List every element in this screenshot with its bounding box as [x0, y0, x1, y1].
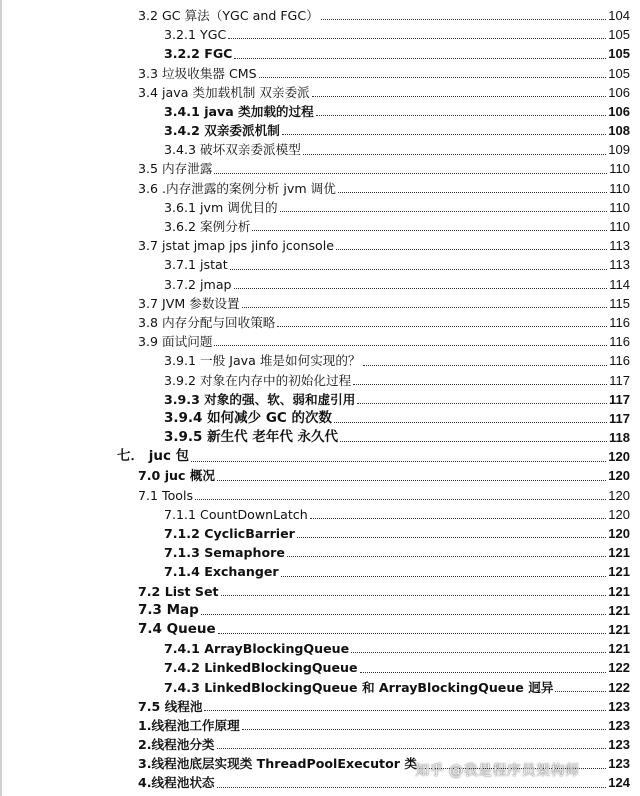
- toc-entry[interactable]: [0, 6, 640, 25]
- toc-entry[interactable]: [0, 255, 640, 274]
- toc-dot-leader: [234, 58, 606, 59]
- toc-entry-title: 3.9.3 对象的强、软、弱和虚引用: [164, 391, 356, 407]
- toc-dot-leader: [303, 154, 606, 155]
- toc-entry[interactable]: [0, 505, 640, 524]
- toc-entry-title: 7.1.4 Exchanger: [164, 564, 279, 580]
- toc-entry-page: 110: [609, 199, 630, 215]
- toc-entry[interactable]: [0, 44, 640, 63]
- toc-entry-title: 7.4.3 LinkedBlockingQueue 和 ArrayBlockingQueue 迥异: [164, 679, 554, 695]
- toc-entry[interactable]: [0, 25, 640, 44]
- toc-dot-leader: [316, 115, 607, 116]
- toc-dot-leader: [310, 518, 607, 519]
- toc-entry-page: 120: [608, 506, 630, 522]
- toc-entry-title: 7.4.1 ArrayBlockingQueue: [164, 641, 350, 657]
- toc-entry-title: 3.7.1 jstat: [164, 257, 228, 273]
- toc-entry-title: 3.9.2 对象在内存中的初始化过程: [164, 372, 352, 388]
- toc-entry[interactable]: [0, 524, 640, 543]
- toc-entry[interactable]: [0, 236, 640, 255]
- toc-entry-page: 120: [608, 449, 630, 465]
- toc-dot-leader: [201, 614, 606, 615]
- toc-dot-leader: [217, 748, 607, 749]
- toc-dot-leader: [353, 384, 607, 385]
- toc-dot-leader: [191, 461, 606, 462]
- toc-entry-page: 120: [608, 487, 630, 503]
- toc-entry-title: 3.9.4 如何减少 GC 的次数: [164, 409, 333, 426]
- toc-dot-leader: [252, 230, 607, 231]
- toc-entry[interactable]: [0, 102, 640, 121]
- toc-entry-page: 106: [608, 103, 630, 119]
- toc-entry-page: 120: [608, 526, 630, 542]
- toc-entry-page: 115: [609, 295, 630, 311]
- toc-entry-title: 2.线程池分类: [138, 737, 215, 753]
- toc-entry[interactable]: [0, 735, 640, 754]
- toc-entry-title: 七． juc 包: [117, 448, 190, 465]
- toc-entry-page: 116: [609, 314, 630, 330]
- toc-entry[interactable]: [0, 390, 640, 409]
- toc-entry-title: 3.2.2 FGC: [164, 46, 233, 62]
- toc-entry-page: 118: [609, 430, 630, 446]
- toc-entry[interactable]: [0, 543, 640, 562]
- toc-dot-leader: [357, 403, 607, 404]
- toc-entry[interactable]: [0, 198, 640, 217]
- toc-dot-leader: [217, 787, 607, 788]
- toc-dot-leader: [321, 19, 607, 20]
- toc-entry-page: 113: [609, 238, 630, 254]
- toc-entry-page: 109: [608, 142, 630, 158]
- toc-entry-page: 117: [609, 372, 630, 388]
- toc-entry[interactable]: [0, 371, 640, 390]
- toc-entry-title: 3.9.1 一般 Java 堆是如何实现的？: [164, 353, 361, 369]
- toc-dot-leader: [360, 672, 607, 673]
- toc-entry[interactable]: [0, 140, 640, 159]
- toc-entry[interactable]: [0, 467, 640, 486]
- toc-entry-title: 7.4 Queue: [138, 620, 216, 637]
- toc-dot-leader: [230, 269, 608, 270]
- toc-entry-title: 3.7 JVM 参数设置: [138, 295, 240, 311]
- toc-entry-title: 3.7.2 jmap: [164, 276, 232, 292]
- toc-entry-title: 7.1.2 CyclicBarrier: [164, 526, 295, 542]
- toc-entry[interactable]: [0, 447, 640, 466]
- toc-entry[interactable]: [0, 486, 640, 505]
- toc-dot-leader: [287, 556, 606, 557]
- toc-entry-page: 121: [608, 545, 630, 561]
- toc-dot-leader: [234, 288, 608, 289]
- toc-entry-title: 1.线程池工作原理: [138, 717, 240, 733]
- toc-dot-leader: [351, 652, 606, 653]
- toc-entry-page: 114: [609, 276, 630, 292]
- toc-entry[interactable]: [0, 83, 640, 102]
- toc-entry-page: 105: [608, 65, 630, 81]
- toc-entry-page: 110: [609, 219, 630, 235]
- toc-dot-leader: [363, 365, 608, 366]
- toc-entry-page: 106: [608, 84, 630, 100]
- toc-dot-leader: [280, 211, 608, 212]
- toc-entry[interactable]: [0, 332, 640, 351]
- toc-dot-leader: [242, 307, 608, 308]
- toc-entry-title: 3.4.2 双亲委派机制: [164, 123, 280, 139]
- toc-entry[interactable]: [0, 64, 640, 83]
- toc-entry-page: 117: [609, 391, 630, 407]
- toc-entry-title: 7.1.1 CountDownLatch: [164, 506, 308, 522]
- toc-entry-page: 116: [609, 353, 630, 369]
- toc-entry-page: 121: [608, 641, 630, 657]
- toc-dot-leader: [340, 441, 607, 442]
- toc-entry[interactable]: [0, 409, 640, 428]
- toc-entry[interactable]: [0, 121, 640, 140]
- toc-entry-page: 122: [608, 679, 630, 695]
- toc-entry-title: 3.2.1 YGC: [164, 27, 227, 43]
- toc-entry[interactable]: [0, 658, 640, 677]
- toc-entry-title: 3.8 内存分配与回收策略: [138, 314, 276, 330]
- table-of-contents: [0, 6, 640, 793]
- toc-entry-title: 3.6.2 案例分析: [164, 219, 251, 235]
- toc-entry[interactable]: [0, 582, 640, 601]
- toc-entry-page: 104: [608, 7, 630, 23]
- toc-entry[interactable]: [0, 428, 640, 447]
- toc-entry-title: 7.1 Tools: [138, 487, 194, 503]
- toc-entry-title: 7.0 juc 概况: [138, 468, 216, 484]
- toc-dot-leader: [555, 691, 606, 692]
- toc-entry-page: 110: [609, 180, 630, 196]
- toc-entry-page: 123: [608, 698, 630, 714]
- toc-entry[interactable]: [0, 351, 640, 370]
- toc-entry-title: 3.3 垃圾收集器 CMS: [138, 65, 257, 81]
- toc-entry-page: 105: [608, 46, 630, 62]
- toc-entry-page: 110: [609, 161, 630, 177]
- toc-dot-leader: [218, 633, 607, 634]
- toc-entry-page: 124: [608, 775, 630, 791]
- toc-dot-leader: [221, 595, 607, 596]
- toc-entry-page: 121: [608, 564, 630, 580]
- toc-entry-page: 113: [609, 257, 630, 273]
- toc-entry-page: 105: [608, 27, 630, 43]
- toc-entry[interactable]: [0, 275, 640, 294]
- toc-entry-title: 3.4.3 破坏双亲委派模型: [164, 142, 301, 158]
- toc-dot-leader: [338, 192, 607, 193]
- toc-entry-page: 117: [609, 410, 630, 426]
- watermark: 知乎 @我是程序员架构师: [415, 763, 580, 779]
- toc-entry[interactable]: [0, 313, 640, 332]
- toc-entry-title: 3.4.1 java 类加载的过程: [164, 103, 314, 119]
- toc-entry-page: 120: [608, 468, 630, 484]
- toc-entry-title: 7.1.3 Semaphore: [164, 545, 285, 561]
- toc-entry-title: 3.5 内存泄露: [138, 161, 213, 177]
- toc-entry[interactable]: [0, 562, 640, 581]
- toc-entry[interactable]: [0, 179, 640, 198]
- toc-dot-leader: [195, 499, 606, 500]
- toc-entry-title: 3.7 jstat jmap jps jinfo jconsole: [138, 238, 334, 254]
- toc-dot-leader: [259, 77, 607, 78]
- toc-dot-leader: [214, 345, 607, 346]
- toc-entry-title: 7.3 Map: [138, 601, 199, 618]
- toc-entry[interactable]: [0, 620, 640, 639]
- toc-dot-leader: [217, 480, 606, 481]
- toc-entry-title: 3.2 GC 算法（YGC and FGC）: [138, 7, 319, 23]
- toc-dot-leader: [312, 96, 607, 97]
- toc-entry-page: 123: [608, 717, 630, 733]
- toc-entry-title: 3.4 java 类加载机制 双亲委派: [138, 84, 310, 100]
- toc-entry-page: 121: [608, 621, 630, 637]
- toc-entry-title: 7.2 List Set: [138, 583, 219, 599]
- toc-entry[interactable]: [0, 217, 640, 236]
- toc-entry[interactable]: [0, 697, 640, 716]
- toc-entry-title: 3.9 面试问题: [138, 334, 213, 350]
- toc-entry-title: 7.4.2 LinkedBlockingQueue: [164, 660, 358, 676]
- toc-entry-page: 123: [608, 737, 630, 753]
- toc-dot-leader: [282, 134, 606, 135]
- toc-dot-leader: [297, 537, 606, 538]
- toc-entry-page: 116: [609, 334, 630, 350]
- toc-entry[interactable]: [0, 678, 640, 697]
- toc-dot-leader: [277, 326, 607, 327]
- toc-entry-page: 121: [608, 583, 630, 599]
- toc-entry-page: 121: [608, 602, 630, 618]
- toc-entry[interactable]: [0, 639, 640, 658]
- toc-entry-title: 3.9.5 新生代 老年代 永久代: [164, 429, 339, 446]
- toc-entry[interactable]: [0, 601, 640, 620]
- toc-dot-leader: [228, 38, 606, 39]
- toc-entry-page: 123: [608, 756, 630, 772]
- toc-entry-title: 3.线程池底层实现类 ThreadPoolExecutor 类: [138, 756, 417, 772]
- toc-dot-leader: [336, 249, 607, 250]
- toc-dot-leader: [204, 710, 606, 711]
- toc-entry[interactable]: [0, 294, 640, 313]
- toc-dot-leader: [242, 729, 607, 730]
- toc-dot-leader: [214, 173, 607, 174]
- toc-entry[interactable]: [0, 160, 640, 179]
- toc-entry[interactable]: [0, 716, 640, 735]
- toc-entry-page: 122: [608, 660, 630, 676]
- toc-entry-page: 108: [608, 123, 630, 139]
- toc-dot-leader: [334, 422, 607, 423]
- toc-entry-title: 7.5 线程池: [138, 698, 203, 714]
- toc-entry-title: 3.6 .内存泄露的案例分析 jvm 调优: [138, 180, 336, 196]
- toc-dot-leader: [281, 576, 607, 577]
- toc-entry-title: 4.线程池状态: [138, 775, 215, 791]
- toc-entry-title: 3.6.1 jvm 调优目的: [164, 199, 278, 215]
